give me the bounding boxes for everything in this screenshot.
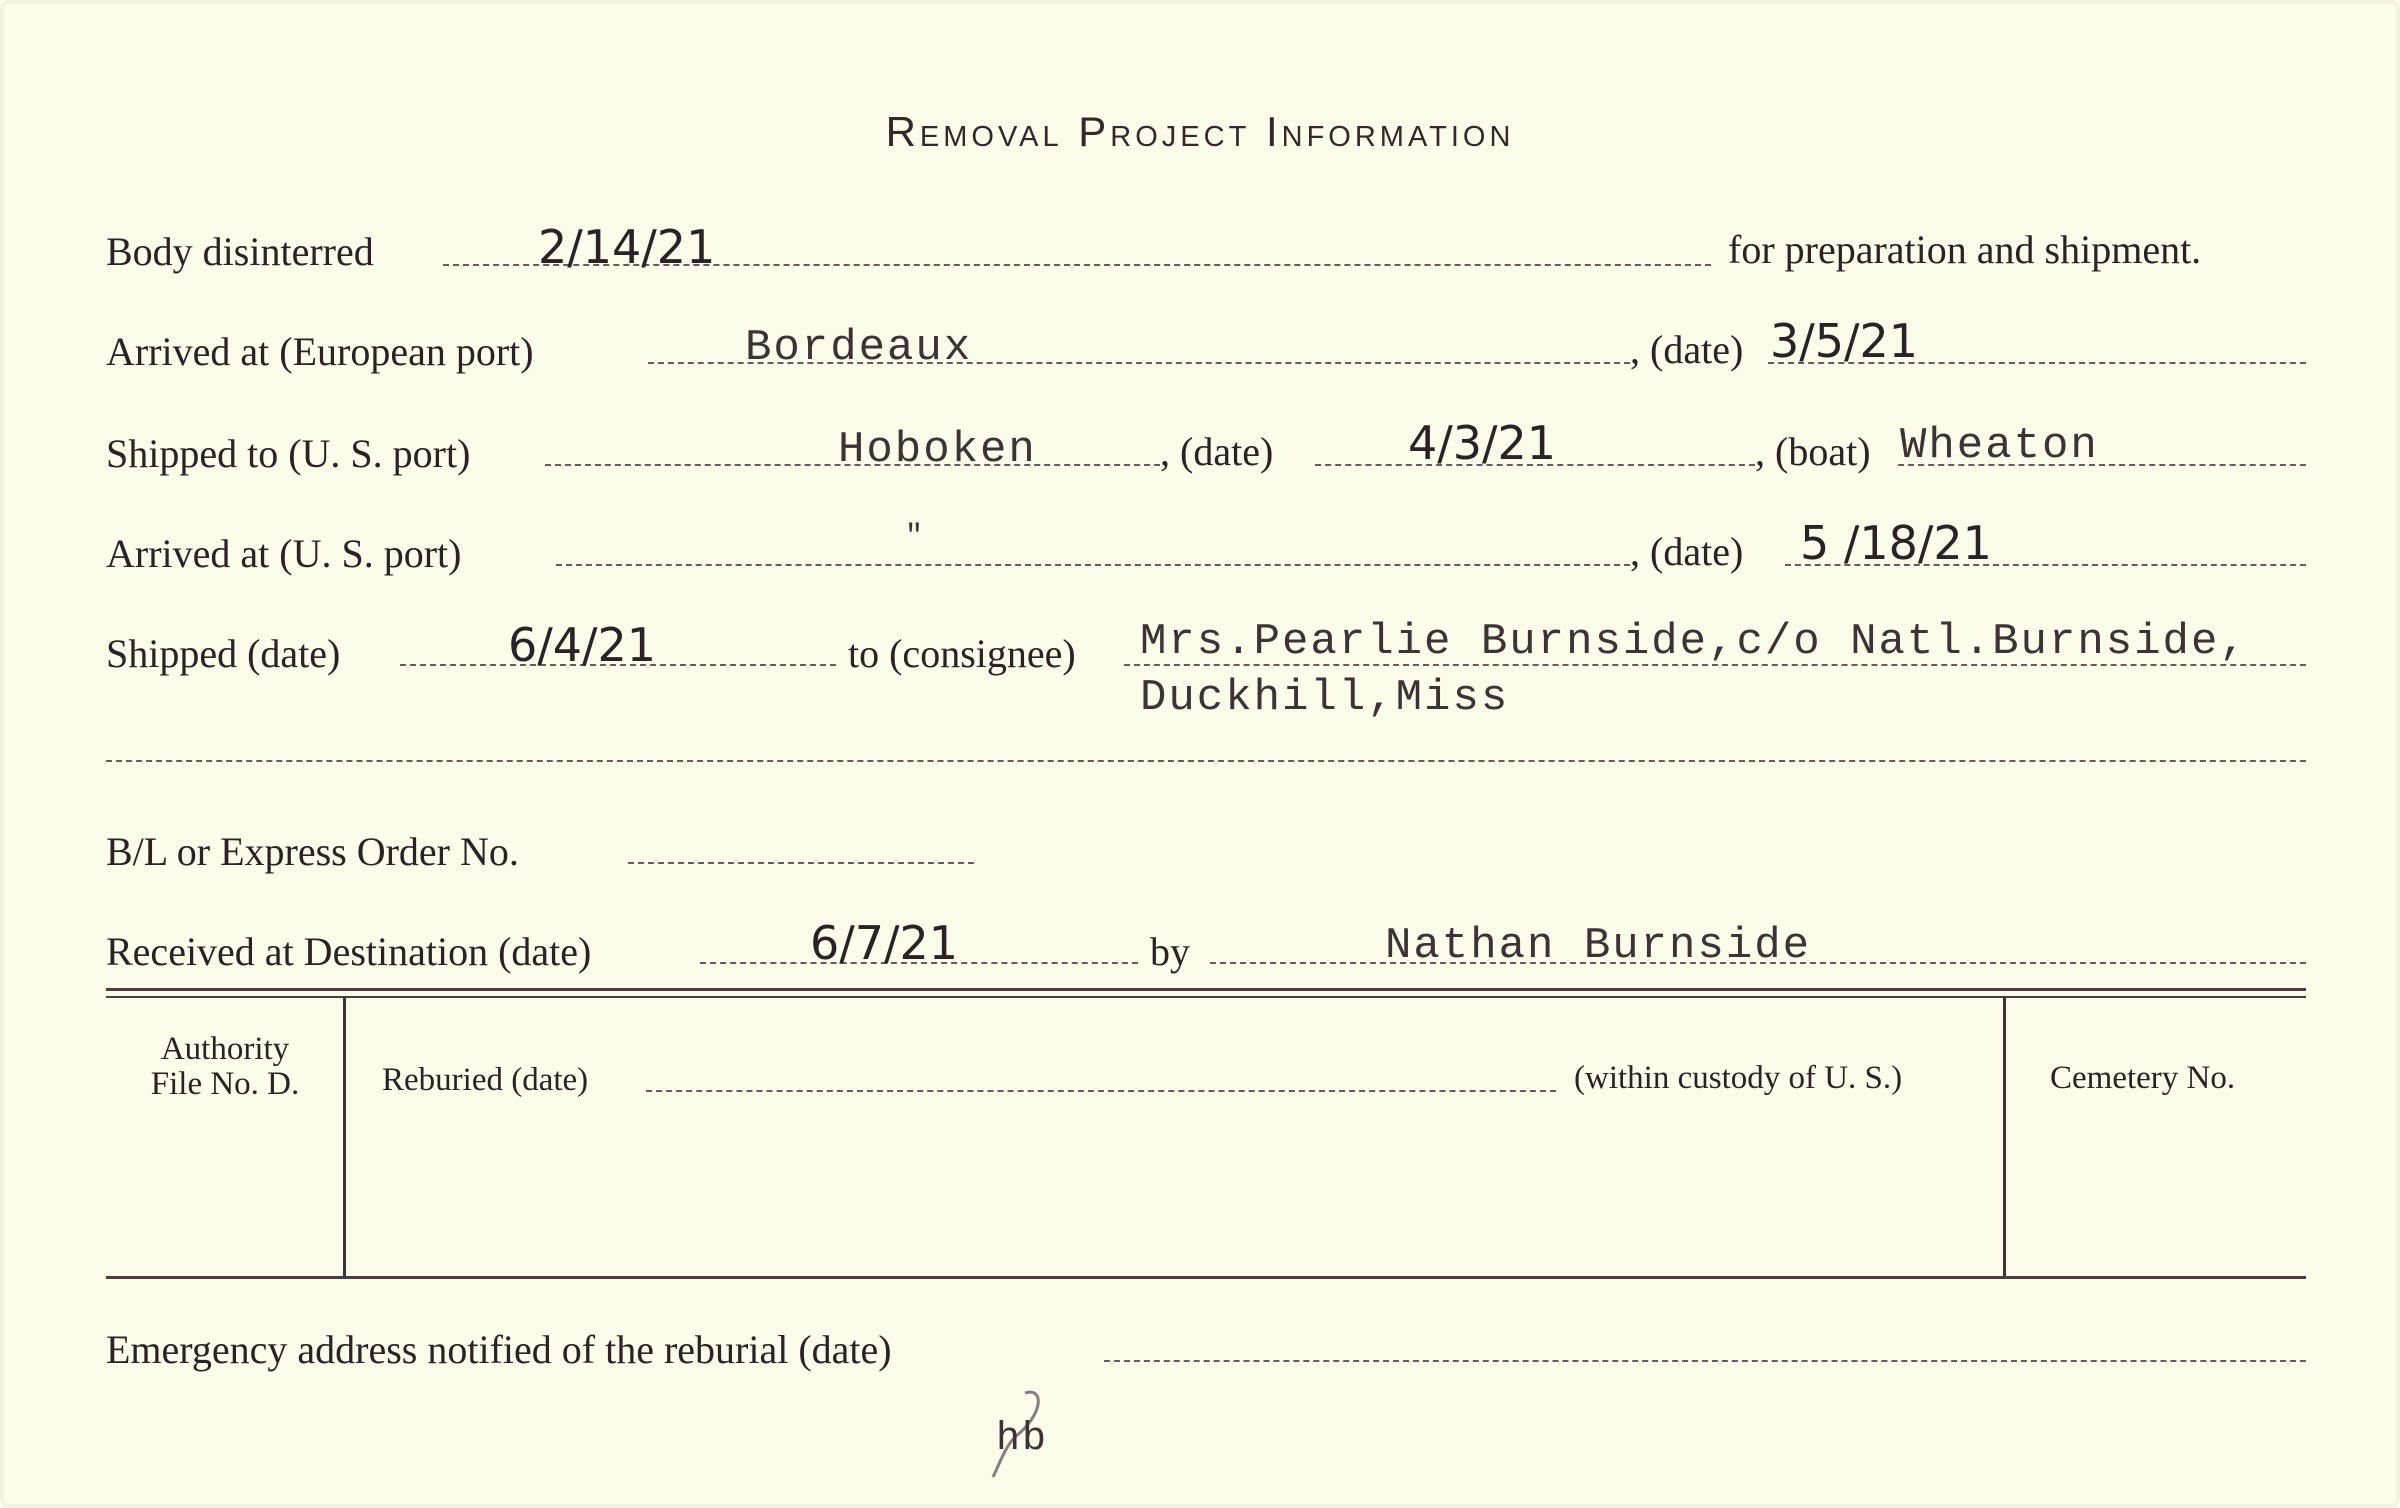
- disinterred-label: Body disinterred: [106, 229, 374, 274]
- initials-stamp: hb: [996, 1417, 1049, 1462]
- card-title: Removal Project Information: [885, 108, 1515, 155]
- table-divider-left: [343, 998, 346, 1276]
- bl-line: [628, 862, 974, 864]
- reburied-label: Reburied (date): [382, 1062, 589, 1098]
- received-by: Nathan Burnside: [1385, 921, 1812, 971]
- continuation-line: [106, 760, 2306, 762]
- disinterred-date: 2/14/21: [538, 220, 716, 274]
- shipped-us-boat: Wheaton: [1900, 421, 2099, 471]
- arrived-us-label: Arrived at (U. S. port): [106, 531, 462, 576]
- authority-line-1: Authority: [160, 1031, 290, 1067]
- authority-line-2: File No. D.: [150, 1065, 300, 1102]
- disinterred-suffix: for preparation and shipment.: [1728, 227, 2202, 272]
- arrived-eu-port: Bordeaux: [745, 323, 973, 373]
- shipped-us-date-label: , (date): [1160, 429, 1274, 474]
- emergency-line: [1104, 1360, 2306, 1362]
- shipped-us-port: Hoboken: [838, 425, 1037, 475]
- arrived-us-date-label: , (date): [1630, 529, 1744, 574]
- custody-label: (within custody of U. S.): [1574, 1060, 1903, 1096]
- emergency-label: Emergency address notified of the reburial (date): [106, 1327, 892, 1372]
- arrived-eu-date-label: , (date): [1630, 327, 1744, 372]
- arrived-eu-date: 3/5/21: [1770, 314, 1919, 368]
- table-divider-right: [2003, 998, 2006, 1276]
- arrived-us-port: ": [905, 520, 926, 554]
- shipped-us-boat-label: , (boat): [1755, 429, 1871, 474]
- shipped-date: 6/4/21: [508, 618, 657, 672]
- received-by-label: by: [1150, 929, 1190, 974]
- cemetery-label: Cemetery No.: [2050, 1060, 2236, 1096]
- arrived-us-date: 5 /18/21: [1800, 516, 1992, 570]
- authority-header: [110, 1032, 340, 1101]
- bl-label: B/L or Express Order No.: [106, 829, 519, 874]
- consignee-label: to (consignee): [848, 631, 1076, 676]
- arrived-us-line: [556, 564, 1630, 566]
- received-label: Received at Destination (date): [106, 929, 592, 974]
- consignee-line-1: Mrs.Pearlie Burnside,c/o Natl.Burnside,: [1140, 617, 2248, 667]
- shipped-us-date: 4/3/21: [1408, 416, 1557, 470]
- arrived-eu-label: Arrived at (European port): [106, 329, 534, 374]
- reburied-line: [646, 1090, 1556, 1092]
- shipped-label: Shipped (date): [106, 631, 341, 676]
- table-bottom-rule: [106, 1276, 2306, 1279]
- table-top-rule-thin: [106, 996, 2306, 998]
- shipped-us-label: Shipped to (U. S. port): [106, 431, 471, 476]
- table-top-rule: [106, 988, 2306, 991]
- received-date: 6/7/21: [810, 916, 959, 970]
- consignee-line-2: Duckhill,Miss: [1140, 673, 1510, 723]
